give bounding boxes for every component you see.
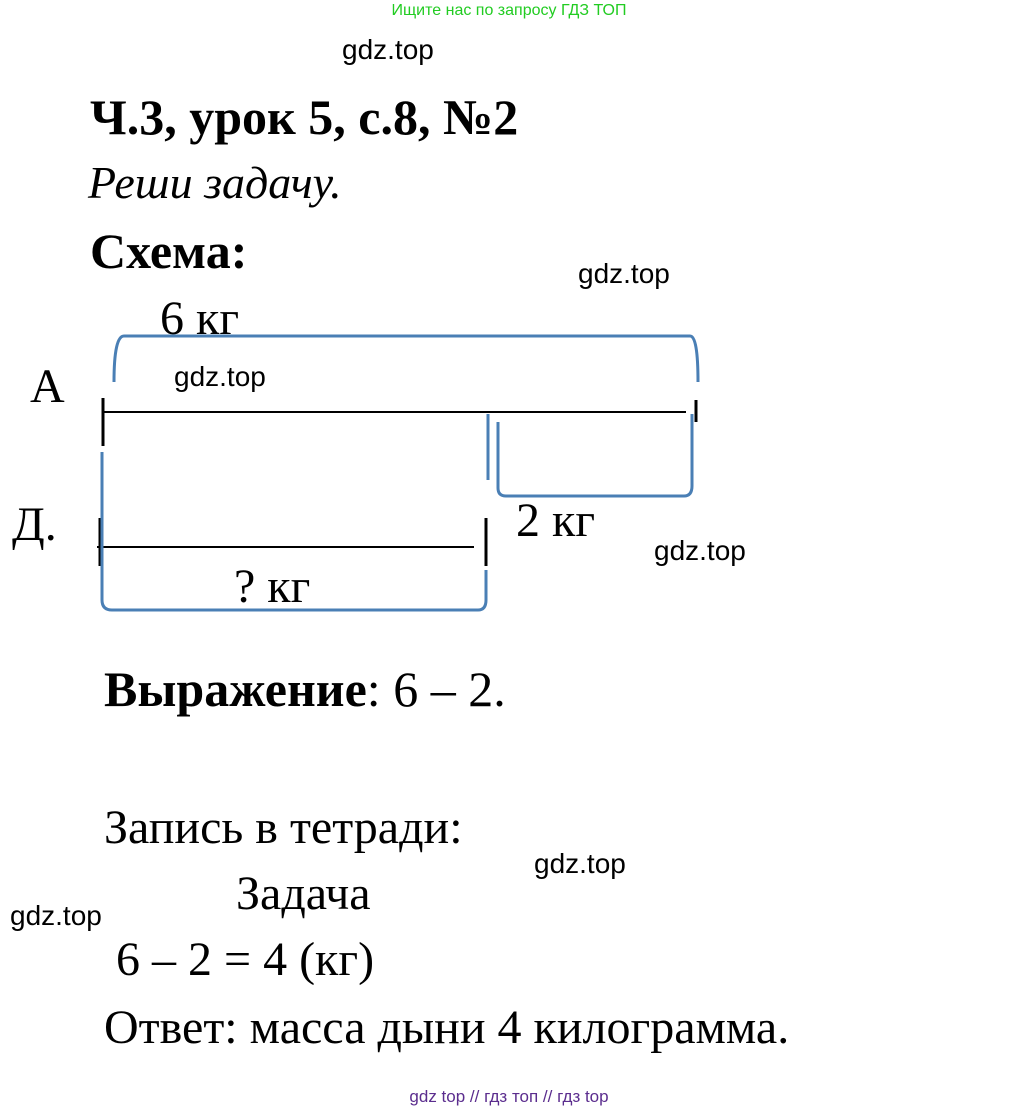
watermark: gdz.top [578, 258, 670, 289]
answer: Ответ: масса дыни 4 килограмма. [104, 1001, 790, 1054]
task-instruction: Реши задачу. [88, 157, 342, 208]
page-title: Ч.3, урок 5, с.8, №2 [90, 89, 519, 145]
watermark: gdz.top [654, 535, 746, 566]
expression-line [104, 660, 506, 718]
difference-label: 2 кг [516, 494, 596, 547]
total-label: 6 кг [160, 292, 240, 345]
expression-value: : 6 – 2. [366, 661, 506, 717]
task-heading: Задача [236, 867, 371, 920]
footer-links: gdz top // гдз топ // гдз top [409, 1087, 609, 1106]
row-d-label: Д. [12, 498, 57, 551]
top-banner: Ищите нас по запросу ГДЗ ТОП [391, 2, 627, 19]
scheme-diagram [0, 290, 1018, 630]
watermark: gdz.top [534, 848, 626, 879]
difference-bracket [488, 414, 692, 496]
watermark: gdz.top [174, 361, 266, 392]
expression-label: Выражение [104, 661, 367, 717]
scheme-label: Схема: [90, 223, 248, 279]
notebook-title: Запись в тетради: [104, 801, 463, 854]
watermark: gdz.top [10, 900, 102, 931]
unknown-label: ? кг [234, 560, 311, 613]
watermark: gdz.top [342, 34, 434, 65]
equation: 6 – 2 = 4 (кг) [116, 933, 375, 986]
row-a-label: А [30, 360, 65, 413]
